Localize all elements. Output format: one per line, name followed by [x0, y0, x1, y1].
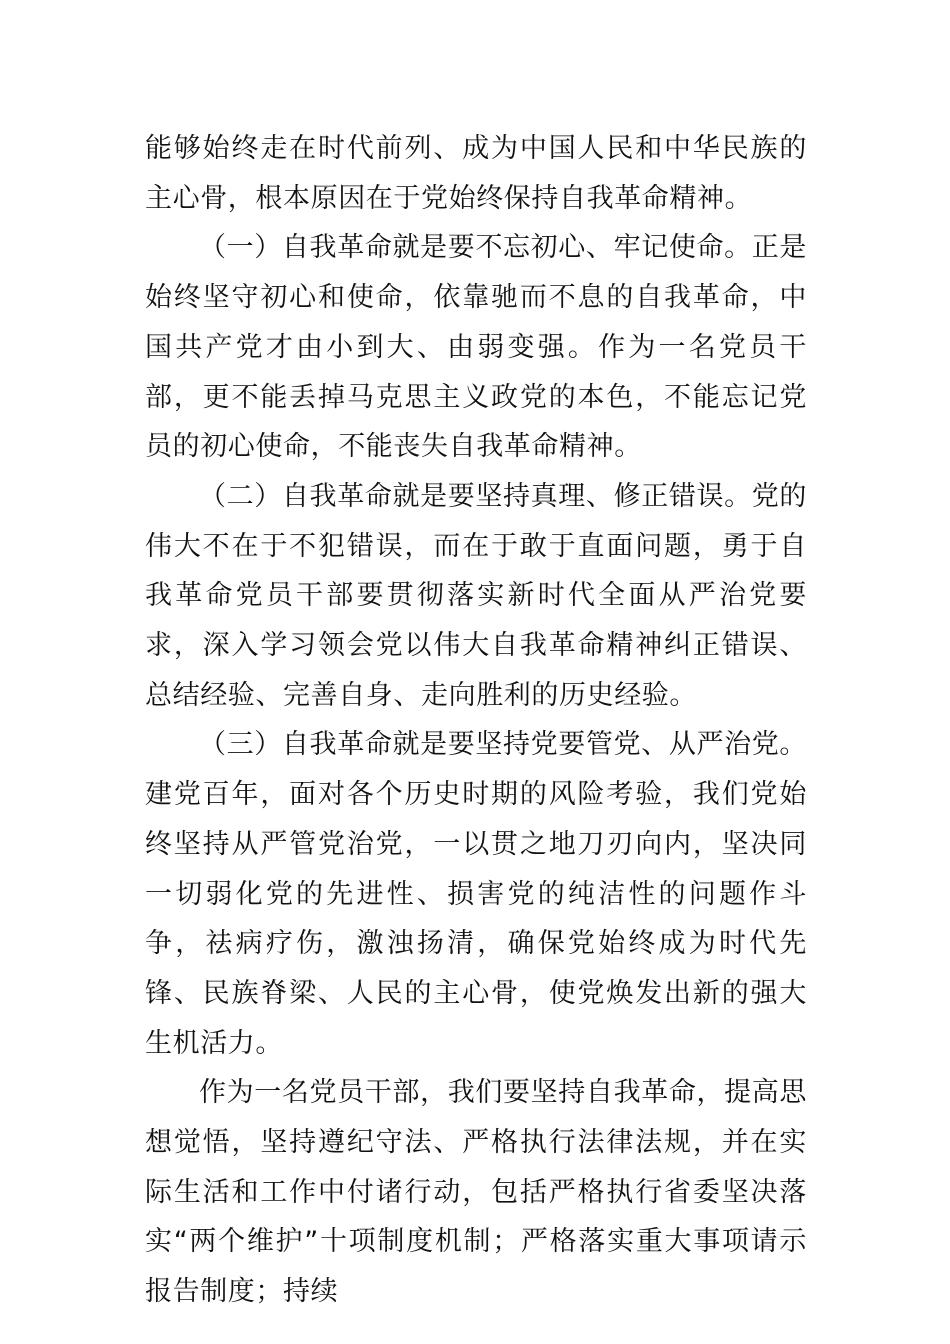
document-body — [145, 124, 807, 1317]
paragraph-section-two: （二）自我革命就是要坚持真理、修正错误。党的伟大不在于不犯错误，而在于敢于直面问题，勇于自我革命党员干部要贯彻落实新时代全面从严治党要求，深入学习领会党以伟大自我革命精神纠正错误、总结经验、完善自身、走向胜利的历史经验。 — [145, 480, 807, 711]
paragraph-opening: 能够始终走在时代前列、成为中国人民和中华民族的主心骨，根本原因在于党始终保持自我革命精神。 — [145, 133, 807, 214]
paragraph-conclusion: 作为一名党员干部，我们要坚持自我革命，提高思想觉悟，坚持遵纪守法、严格执行法律法规，并在实际生活和工作中付诸行动，包括严格执行省委坚决落实“两个维护”十项制度机制；严格落实重大事项请示报告制度；持续 — [145, 1077, 807, 1308]
paragraph-section-one: （一）自我革命就是要不忘初心、牢记使命。正是始终坚守初心和使命，依靠驰而不息的自我革命，中国共产党才由小到大、由弱变强。作为一名党员干部，更不能丢掉马克思主义政党的本色，不能忘记党员的初心使命，不能丧失自我革命精神。 — [145, 232, 807, 463]
paragraph-section-three: （三）自我革命就是要坚持党要管党、从严治党。建党百年，面对各个历史时期的风险考验，我们党始终坚持从严管党治党，一以贯之地刀刃向内，坚决同一切弱化党的先进性、损害党的纯洁性的问题作斗争，祛病疗伤，激浊扬清，确保党始终成为时代先锋、民族脊梁、人民的主心骨，使党焕发出新的强大生机活力。 — [145, 729, 807, 1059]
